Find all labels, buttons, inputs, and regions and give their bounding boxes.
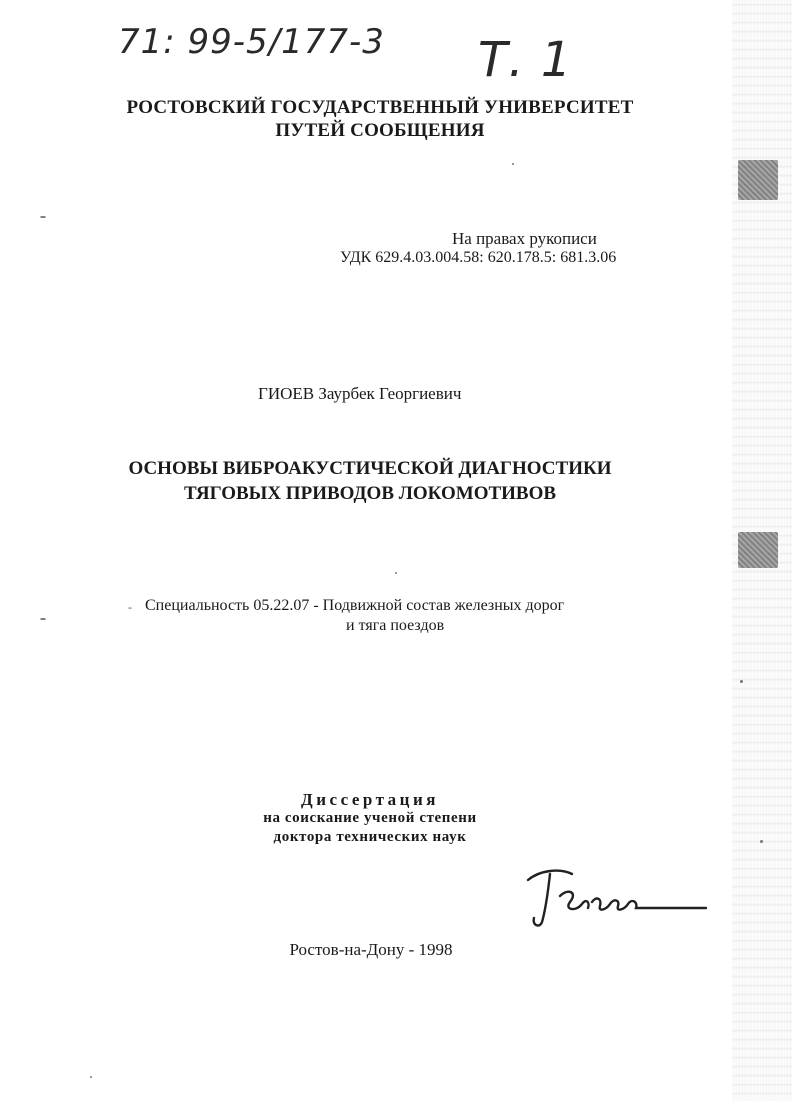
- title-line-2: ТЯГОВЫХ ПРИВОДОВ ЛОКОМОТИВОВ: [183, 483, 557, 504]
- city-year: Ростов-на-Дону - 1998: [289, 940, 453, 959]
- scan-speck: [40, 618, 46, 620]
- university-line-1: РОСТОВСКИЙ ГОСУДАРСТВЕННЫЙ УНИВЕРСИТЕТ: [126, 97, 634, 118]
- scan-speck: [90, 1076, 92, 1078]
- scan-speck: [40, 216, 46, 218]
- scan-speck: [760, 840, 763, 843]
- handwritten-catalog-code: 71: 99-5/177-3: [118, 22, 385, 62]
- scan-speck: [395, 572, 397, 574]
- author-name: ГИОЕВ Заурбек Георгиевич: [258, 384, 462, 403]
- university-name: [100, 96, 660, 142]
- scan-edge-artifact: [738, 160, 778, 200]
- udk-code: УДК 629.4.03.004.58: 620.178.5: 681.3.06: [340, 249, 617, 266]
- scan-mark: -: [128, 600, 132, 614]
- dissertation-field-line: доктора технических наук: [273, 829, 467, 845]
- dissertation-title: [80, 456, 660, 506]
- dissertation-degree-line: на соискание ученой степени: [263, 810, 477, 826]
- scan-edge-artifact: [738, 532, 778, 568]
- dissertation-heading: Диссертация: [301, 790, 439, 809]
- specialty-line-2: и тяга поездов: [346, 617, 445, 634]
- scan-speck: [740, 680, 743, 683]
- handwritten-signature: [520, 852, 710, 932]
- manuscript-rights: На правах рукописи: [452, 229, 597, 248]
- university-line-2: ПУТЕЙ СООБЩЕНИЯ: [275, 120, 485, 141]
- specialty-line-1: Специальность 05.22.07 - Подвижной состав железных дорог: [145, 597, 565, 614]
- title-line-1: ОСНОВЫ ВИБРОАКУСТИЧЕСКОЙ ДИАГНОСТИКИ: [128, 458, 612, 479]
- scan-speck: [512, 163, 514, 165]
- handwritten-volume-mark: Т. 1: [478, 32, 573, 88]
